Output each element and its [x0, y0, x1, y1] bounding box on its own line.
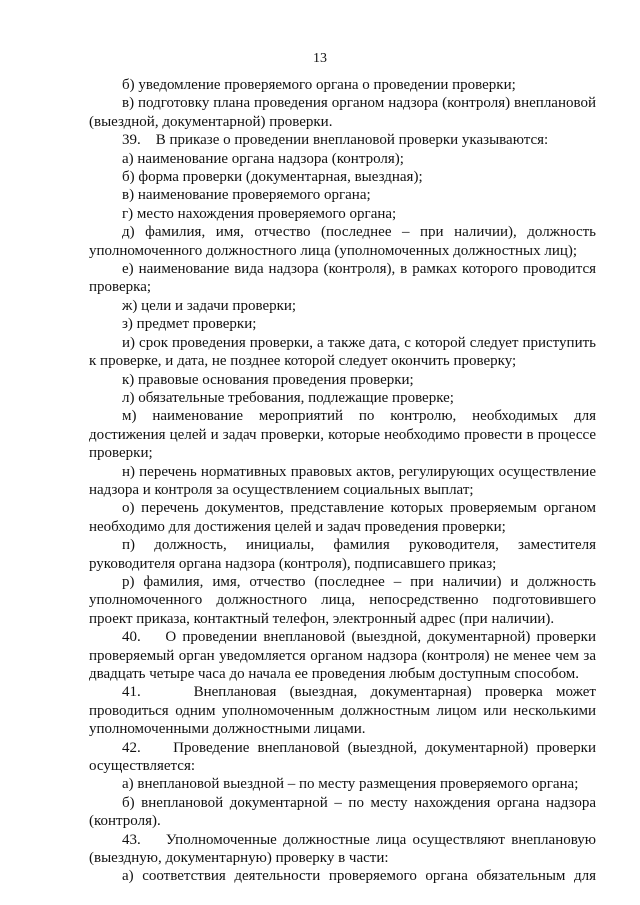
paragraph: ж) цели и задачи проверки; [122, 297, 297, 314]
paragraph: е) наименование вида надзора (контроля), в рамках которого проводится проверка; [89, 261, 596, 296]
paragraph: 41. Внеплановая (выездная, документарная) проверка может проводиться одним уполномоченным должностным лицом или несколькими уполномоченными должностными лицами. [89, 684, 596, 738]
paragraph: а) наименование органа надзора (контроля); [122, 150, 404, 167]
paragraph: г) место нахождения проверяемого органа; [122, 205, 397, 222]
paragraph: 39. В приказе о проведении внеплановой проверки указываются: [122, 132, 549, 149]
paragraph: н) перечень нормативных правовых актов, регулирующих осуществление надзора и контроля за осуществлением социальных выплат; [89, 463, 596, 498]
paragraph: 43. Уполномоченные должностные лица осуществляют внеплановую (выездную, документарную) проверку в части: [89, 831, 596, 867]
paragraph: 40. О проведении внеплановой (выездной, документарной) проверки проверяемый орган уведомляется органом надзора (контроля) не менее чем за двадцать четыре часа до начала ее проведения любым доступным способом. [89, 629, 596, 682]
paragraph: в) наименование проверяемого органа; [122, 187, 371, 204]
paragraph: а) внеплановой выездной – по месту размещения проверяемого органа; [122, 776, 579, 793]
page-number: 13 [313, 51, 327, 66]
paragraph: б) внеплановой документарной – по месту нахождения органа надзора (контроля). [89, 794, 596, 830]
paragraph: п) должность, инициалы, фамилия руководителя, заместителя руководителя органа надзора (контроля), подписавшего приказ; [89, 537, 596, 572]
paragraph: к) правовые основания проведения проверки; [122, 371, 414, 388]
paragraph: р) фамилия, имя, отчество (последнее – при наличии) и должность уполномоченного должностного лица, непосредственно подготовившего проект приказа, контактный телефон, электронный адрес (при наличии). [89, 573, 596, 627]
paragraph: з) предмет проверки; [122, 316, 257, 333]
paragraph: и) срок проведения проверки, а также дата, с которой следует приступить к проверке, и дата, не позднее которой следует окончить проверку; [89, 334, 596, 370]
paragraph: б) форма проверки (документарная, выездная); [122, 169, 423, 186]
paragraph: в) подготовку плана проведения органом надзора (контроля) внеплановой (выездной, документарной) проверки. [89, 95, 596, 130]
paragraph: б) уведомление проверяемого органа о проведении проверки; [122, 77, 516, 93]
paragraph: 42. Проведение внеплановой (выездной, документарной) проверки осуществляется: [89, 739, 596, 775]
document-body [89, 76, 596, 886]
paragraph: а) соответствия деятельности проверяемого органа обязательным для [122, 868, 596, 885]
paragraph: м) наименование мероприятий по контролю, необходимых для достижения целей и задач проверки, которые необходимо провести в процессе проверки; [89, 408, 596, 462]
paragraph: л) обязательные требования, подлежащие проверке; [122, 389, 454, 406]
paragraph: д) фамилия, имя, отчество (последнее – при наличии), должность уполномоченного должностного лица (уполномоченных должностных лиц); [89, 224, 596, 259]
paragraph: о) перечень документов, представление которых проверяемым органом необходимо для достижения целей и задач проведения проверки; [89, 500, 596, 535]
